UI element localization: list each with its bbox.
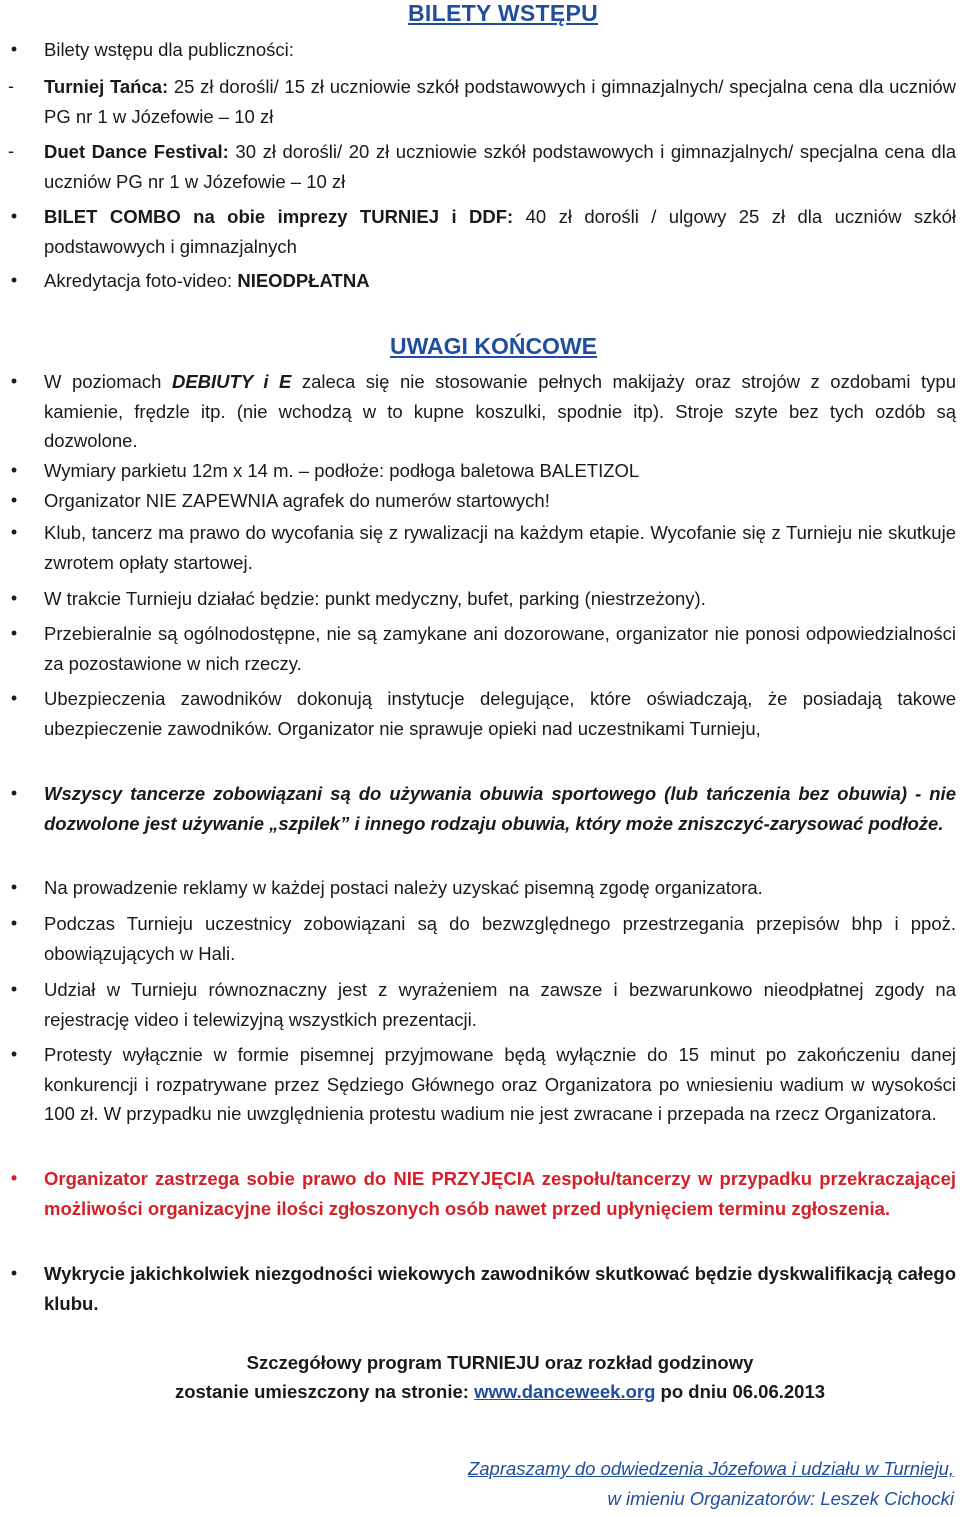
footer-invitation-text: Zapraszamy do odwiedzenia Józefowa i udziału w Turnieju, [467,1458,954,1479]
uwagi-item-5: W trakcie Turnieju działać będzie: punkt medyczny, bufet, parking (niestrzeżony). [44,588,706,609]
section-title-uwagi: UWAGI KOŃCOWE [390,333,597,359]
uwagi-item-2: Wymiary parkietu 12m x 14 m. – podłoże: podłoga baletowa BALETIZOL [44,460,640,481]
uwagi-item-13: Organizator zastrzega sobie prawo do NIE PRZYJĘCIA zespołu/tancerzy w przypadku przekraczającej możliwości organizacyjne ilości zgłoszonych osób nawet przed upłynięciem terminu zgłoszenia. [44,1168,956,1219]
bullet-icon: • [10,913,18,933]
ticket-combo-label: BILET COMBO na obie imprezy TURNIEJ i DDF: [44,206,514,227]
ticket-duet-text: 30 zł dorośli/ 20 zł uczniowie szkół podstawowych i gimnazjalnych/ specjalna cena dla uczniów PG nr 1 w Józefowie – 10 zł [44,141,956,192]
uwagi-item-9: Na prowadzenie reklamy w każdej postaci należy uzyskać pisemną zgodę organizatora. [44,877,763,898]
ticket-akredytacja [44,266,956,296]
akredytacja-label: Akredytacja foto-video: [44,270,238,291]
uwagi-item-12: Protesty wyłącznie w formie pisemnej przyjmowane będą wyłącznie do 15 minut po zakończeniu danej konkurencji i rozpatrywane przez Sędziego Głównego oraz Organizatora po wniesieniu wadium w wysokości 100 zł. W przypadku nie uwzględnienia protestu wadium nie jest zwracane i przepada na rzecz Organizatora. [44,1044,956,1124]
bullet-icon: • [10,39,18,59]
program-line-1: Szczegółowy program TURNIEJU oraz rozkład godzinowy [246,1352,754,1373]
akredytacja-value: NIEODPŁATNA [237,270,370,291]
program-line-2 [0,1377,960,1407]
uwagi-item-8: Wszyscy tancerze zobowiązani są do używania obuwia sportowego (lub tańczenia bez obuwia) - nie dozwolone jest używanie „szpilek” i innego rodzaju obuwia, który może zniszczyć-zarysować podłoże. [44,783,956,834]
uwagi-item-1-c: zaleca się nie stosowanie pełnych makijaży oraz strojów z ozdobami typu kamienie, frędzle itp. (nie wchodzą w to kupne koszulki, spodnie itp). Stroje szyte bez tych ozdób są dozwolone. [44,371,956,451]
bullet-icon: • [10,460,18,480]
uwagi-item-1 [44,367,956,456]
bullet-icon: • [10,1168,18,1188]
uwagi-item-11: Udział w Turnieju równoznaczny jest z wyrażeniem na zawsze i bezwarunkowo nieodpłatnej zgody na rejestrację video i telewizyjną wszystkich prezentacji. [44,979,956,1030]
bullet-icon: • [10,1044,18,1064]
ticket-combo-text: 40 zł dorośli / ulgowy 25 zł dla uczniów szkół podstawowych i gimnazjalnych [44,206,956,257]
tickets-intro: Bilety wstępu dla publiczności: [44,39,294,60]
bullet-icon: • [10,688,18,708]
uwagi-item-1-levels: DEBIUTY i E [171,371,292,392]
uwagi-item-3: Organizator NIE ZAPEWNIA agrafek do numerów startowych! [44,490,550,511]
ticket-combo [44,202,956,261]
program-line-2-b: po dniu 06.06.2013 [655,1381,826,1402]
bullet-icon: • [10,522,18,542]
ticket-turniej-label: Turniej Tańca: [44,76,169,97]
bullet-icon: • [10,1263,18,1283]
bullet-icon: • [10,877,18,897]
program-line-2-a: zostanie umieszczony na stronie: [174,1381,475,1402]
bullet-icon: • [10,490,18,510]
bullet-icon: • [10,371,18,391]
dash-icon: - [8,141,14,161]
page-title: BILETY WSTĘPU [408,0,599,26]
uwagi-item-6: Przebieralnie są ogólnodostępne, nie są zamykane ani dozorowane, organizator nie ponosi odpowiedzialności za pozostawione w nich rzeczy. [44,623,956,674]
footer-invitation [468,1454,954,1484]
bullet-icon: • [10,206,18,226]
bullet-icon: • [10,979,18,999]
bullet-icon: • [10,623,18,643]
website-link[interactable]: www.danceweek.org [474,1381,656,1402]
ticket-turniej [44,72,956,131]
bullet-icon: • [10,783,18,803]
uwagi-item-4: Klub, tancerz ma prawo do wycofania się z rywalizacji na każdym etapie. Wycofanie się z Turnieju nie skutkuje zwrotem opłaty startowej. [44,522,956,573]
ticket-duet [44,137,956,196]
ticket-duet-label: Duet Dance Festival: [44,141,229,162]
uwagi-item-14: Wykrycie jakichkolwiek niezgodności wiekowych zawodników skutkować będzie dyskwalifikacją całego klubu. [44,1263,956,1314]
footer-signature: w imieniu Organizatorów: Leszek Cichocki [607,1488,954,1509]
uwagi-item-10: Podczas Turnieju uczestnicy zobowiązani są do bezwzględnego przestrzegania przepisów bhp i ppoż. obowiązujących w Hali. [44,913,956,964]
dash-icon: - [8,76,14,96]
ticket-turniej-text: 25 zł dorośli/ 15 zł uczniowie szkół podstawowych i gimnazjalnych/ specjalna cena dla uczniów PG nr 1 w Józefowie – 10 zł [44,76,956,127]
bullet-icon: • [10,588,18,608]
bullet-icon: • [10,270,18,290]
uwagi-item-7: Ubezpieczenia zawodników dokonują instytucje delegujące, które oświadczają, że posiadają takowe ubezpieczenie zawodników. Organizator nie sprawuje opieki nad uczestnikami Turnieju, [44,688,956,739]
uwagi-item-1-a: W poziomach [44,371,172,392]
